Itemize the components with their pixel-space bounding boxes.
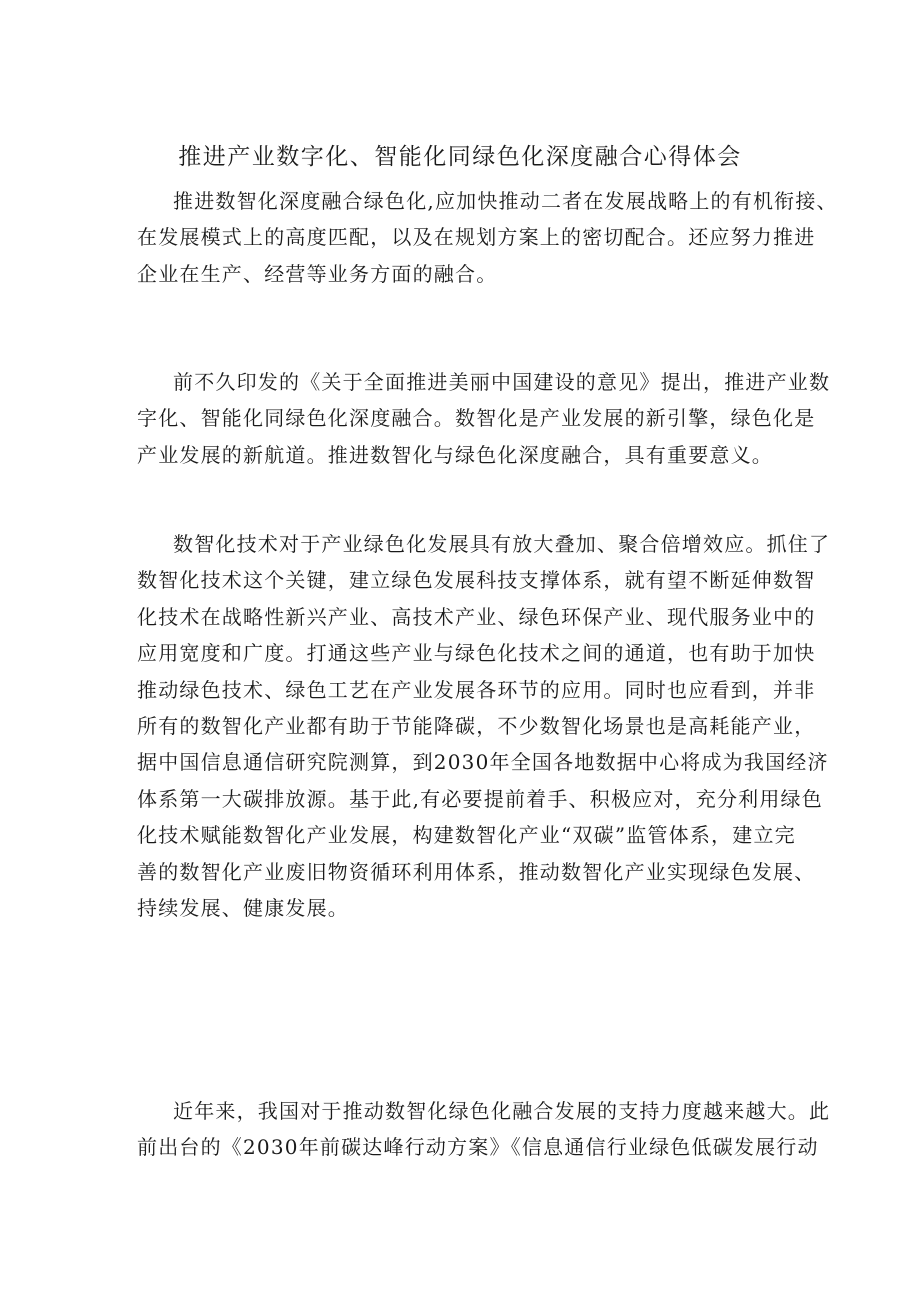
paragraph-line: 据中国信息通信研究院测算，到2030年全国各地数据中心将成为我国经济 [137, 750, 829, 775]
paragraph-line: 所有的数智化产业都有助于节能降碳，不少数智化场景也是高耗能产业， [137, 713, 816, 738]
paragraph-line: 前出台的《2030年前碳达峰行动方案》《信息通信行业绿色低碳发展行动 [137, 1135, 819, 1160]
paragraph-line: 体系第一大碳排放源。基于此,有必要提前着手、积极应对，充分利用绿色 [137, 786, 823, 811]
paragraph-line: 推动绿色技术、绿色工艺在产业发展各环节的应用。同时也应看到，并非 [137, 677, 816, 702]
document-title: 推进产业数字化、智能化同绿色化深度融合心得体会 [178, 144, 742, 170]
paragraph-line: 数智化技术这个关键，建立绿色发展科技支撑体系，就有望不断延伸数智 [137, 568, 816, 593]
paragraph-line: 数智化技术对于产业绿色化发展具有放大叠加、聚合倍增效应。抓住了 [173, 532, 831, 556]
paragraph-3 [137, 526, 831, 926]
paragraph-line: 前不久印发的《关于全面推进美丽中国建设的意见》提出，推进产业数 [173, 370, 831, 394]
paragraph-line: 持续发展、健康发展。 [137, 895, 349, 920]
paragraph-line: 化技术赋能数智化产业发展，构建数智化产业“双碳”监管体系，建立完 [137, 823, 796, 848]
paragraph-2 [137, 364, 831, 473]
paragraph-line: 在发展模式上的高度匹配，以及在规划方案上的密切配合。还应努力推进 [137, 225, 816, 250]
paragraph-line: 近年来，我国对于推动数智化绿色化融合发展的支持力度越来越大。此 [173, 1099, 831, 1123]
paragraph-line: 化技术在战略性新兴产业、高技术产业、绿色环保产业、现代服务业中的 [137, 604, 816, 629]
paragraph-line: 推进数智化深度融合绿色化,应加快推动二者在发展战略上的有机衔接、 [173, 189, 838, 213]
paragraph-line: 字化、智能化同绿色化深度融合。数智化是产业发展的新引擎，绿色化是 [137, 406, 816, 431]
paragraph-line: 善的数智化产业废旧物资循环利用体系，推动数智化产业实现绿色发展、 [137, 859, 816, 884]
paragraph-4 [137, 1093, 831, 1166]
paragraph-1 [137, 183, 838, 292]
paragraph-line: 应用宽度和广度。打通这些产业与绿色化技术之间的通道，也有助于加快 [137, 641, 816, 666]
paragraph-line: 企业在生产、经营等业务方面的融合。 [137, 261, 498, 286]
paragraph-line: 产业发展的新航道。推进数智化与绿色化深度融合，具有重要意义。 [137, 442, 773, 467]
